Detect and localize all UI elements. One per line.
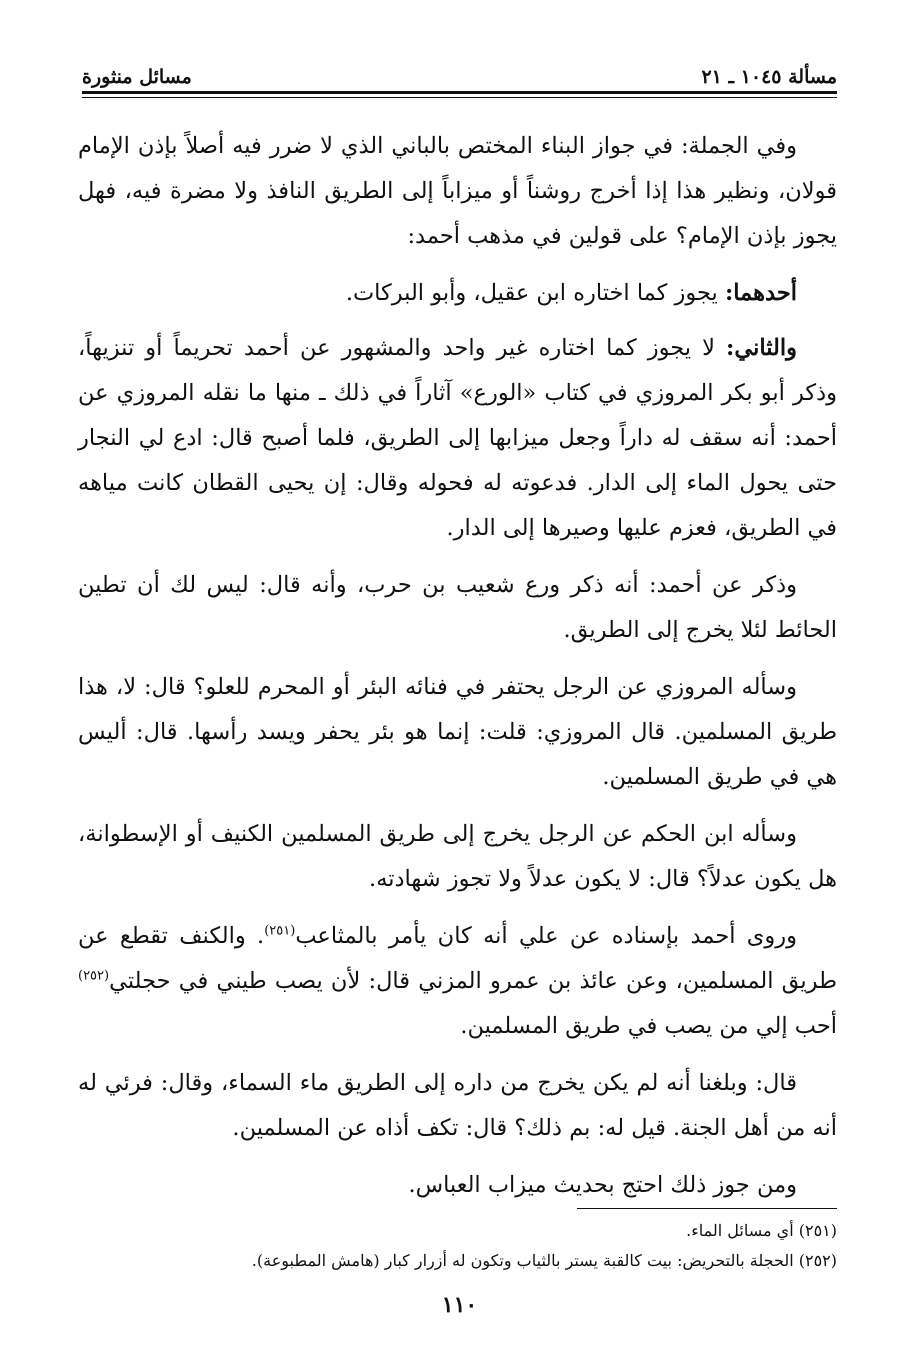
- paragraph-text: وسأله المروزي عن الرجل يحتفر في فنائه البئر أو المحرم للعلو؟ قال: لا، هذا طريق المسلمين. قال المروزي: قلت: إنما هو بئر يحفر ويسد رأسها. قال: أليس هي في طريق المسلمين.: [78, 674, 837, 790]
- paragraph: [78, 812, 837, 902]
- footnote: (٢٥٢) الحجلة بالتحريض: بيت كالقبة يستر بالثياب وتكون له أزرار كبار (هامش المطبوعة).: [251, 1251, 837, 1270]
- header-rule: [82, 91, 837, 94]
- paragraph: [78, 1163, 837, 1208]
- paragraph: [78, 326, 837, 551]
- paragraph-text: وروى أحمد بإسناده عن علي أنه كان يأمر بالمثاعب: [295, 923, 797, 949]
- footnote: (٢٥١) أي مسائل الماء.: [686, 1221, 837, 1240]
- paragraph-text: لا يجوز كما اختاره غير واحد والمشهور عن أحمد تحريماً أو تنزيهاً، وذكر أبو بكر المروزي في كتاب «الورع» آثاراً في ذلك ـ منها ما نقله المروزي عن أحمد: أنه سقف له داراً وجعل ميزابها إلى الطريق، فلما أصبح قال: ادع لي النجار حتى يحول الماء إلى الدار. فدعوته له فحوله وقال: إن يحيى القطان كانت مياهه في الطريق، فعزم عليها وصيرها إلى الدار.: [78, 335, 838, 541]
- paragraph: [78, 1061, 837, 1151]
- page-number: ١١٠: [441, 1292, 478, 1318]
- header-section-title: مسائل منثورة: [82, 66, 192, 88]
- paragraph-text: يجوز كما اختاره ابن عقيل، وأبو البركات.: [345, 280, 725, 306]
- footnote-ref: (٢٥١): [264, 923, 296, 939]
- paragraph-text: ومن جوز ذلك احتج بحديث ميزاب العباس.: [408, 1172, 797, 1198]
- paragraph: [78, 914, 837, 1049]
- paragraph-text: . والكنف تقطع عن طريق المسلمين، وعن عائذ بن عمرو المزني قال: لأن يصب طيني في حجلتي: [78, 923, 837, 994]
- running-header: [82, 60, 837, 88]
- paragraph-lead: والثاني:: [726, 335, 797, 361]
- footnotes: [82, 1216, 837, 1276]
- paragraph-text: وسأله ابن الحكم عن الرجل يخرج إلى طريق المسلمين الكنيف أو الإسطوانة، هل يكون عدلاً؟ قال: لا يكون عدلاً ولا تجوز شهادته.: [78, 821, 837, 892]
- paragraph: [78, 665, 837, 800]
- footnote-divider: [577, 1208, 837, 1209]
- paragraph-text: وفي الجملة: في جواز البناء المختص بالباني الذي لا ضرر فيه أصلاً بإذن الإمام قولان، ونظير هذا إذا أخرج روشناً أو ميزاباً إلى الطريق النافذ ولا مضرة فيه، فهل يجوز بإذن الإمام؟ على قولين في مذهب أحمد:: [78, 133, 837, 249]
- paragraph-text: قال: وبلغنا أنه لم يكن يخرج من داره إلى الطريق ماء السماء، وقال: فرئي له أنه من أهل الجنة. قيل له: بم ذلك؟ قال: تكف أذاه عن المسلمين.: [78, 1070, 837, 1141]
- paragraph: [78, 124, 837, 259]
- paragraph-text: أحب إلي من يصب في طريق المسلمين.: [460, 1013, 837, 1039]
- paragraph-lead: أحدهما:: [724, 280, 797, 306]
- header-issue-number: مسألة ١٠٤٥ ـ ٢١: [701, 66, 837, 88]
- body-text: [78, 124, 837, 1220]
- paragraph-text: وذكر عن أحمد: أنه ذكر ورع شعيب بن حرب، وأنه قال: ليس لك أن تطين الحائط لئلا يخرج إلى الطريق.: [78, 572, 837, 643]
- footnote-ref: (٢٥٢): [78, 968, 110, 984]
- paragraph: [78, 563, 837, 653]
- header-rule-thin: [82, 97, 837, 98]
- paragraph: [78, 271, 837, 316]
